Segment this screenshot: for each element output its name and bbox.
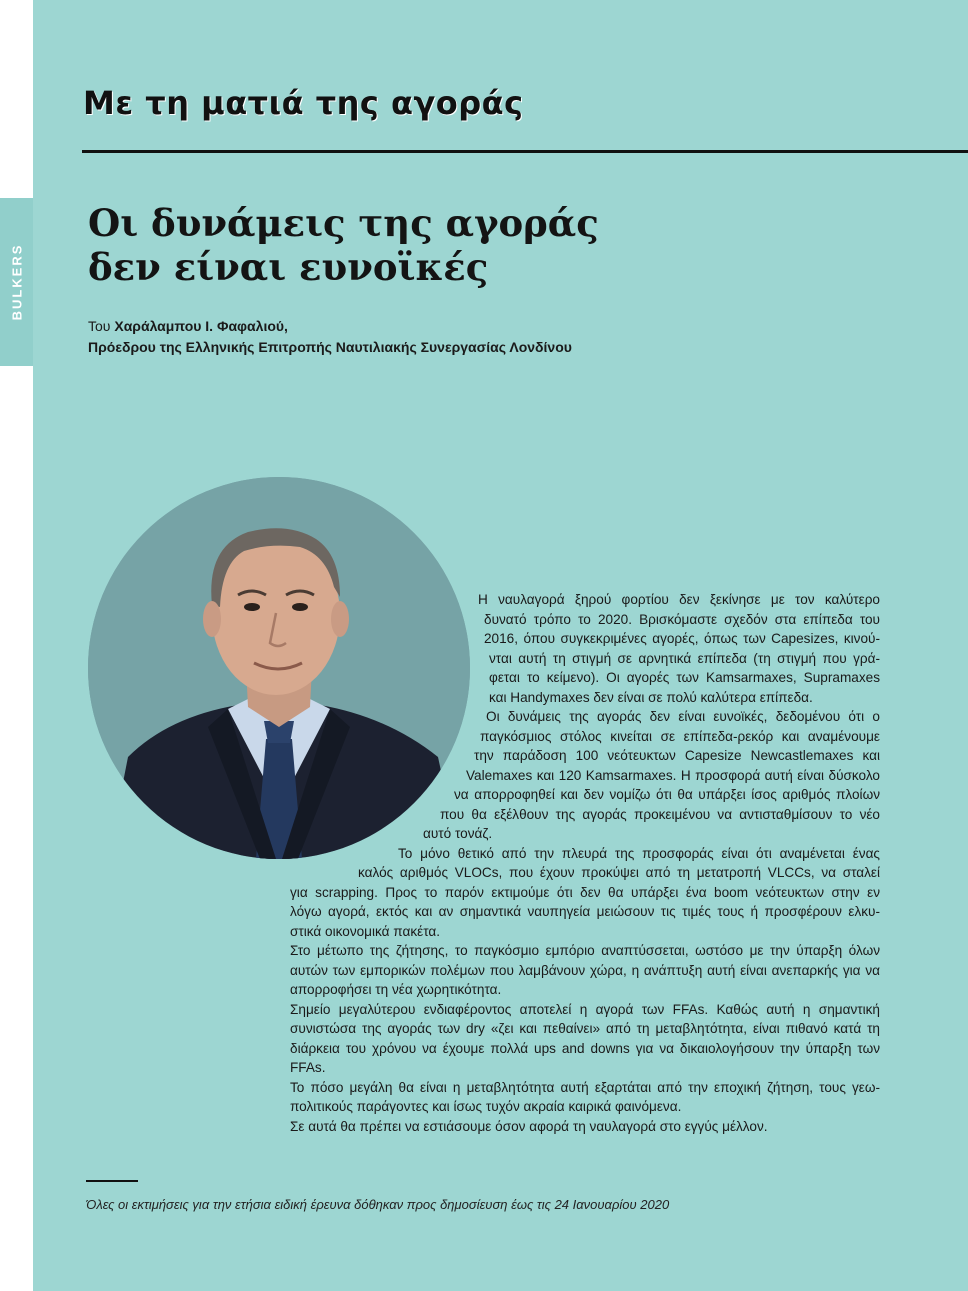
- body-line: λόγω αγορά, εκτός και αν σημαντικά ναυπηγεία μειώσουν τις τιμές τους ή προσφέρουν ελκυ-: [290, 904, 880, 919]
- body-line: Η ναυλαγορά ξηρού φορτίου δεν ξεκίνησε με τον καλύτερο: [478, 592, 880, 607]
- body-line: 2016, όπου συγκεκριμένες αγορές, όπως των Capesizes, κινού-: [484, 631, 880, 646]
- body-line: δυνατό τρόπο το 2020. Βρισκόμαστε σχεδόν στα επίπεδα του: [484, 611, 880, 627]
- byline-prefix: Του: [88, 318, 115, 334]
- body-line: Σημείο μεγαλύτερου ενδιαφέροντος αποτελεί η αγορά των FFAs. Καθώς αυτή η σημαντική: [290, 1001, 880, 1017]
- body-line: Valemaxes και 120 Kamsarmaxes. Η προσφορά αυτή είναι δύσκολο: [466, 767, 880, 783]
- author-name: Χαράλαμπου Ι. Φαφαλιού,: [114, 318, 288, 334]
- body-line: παγκόσμιος στόλος κινείται σε επίπεδα-ρεκόρ και αναμένουμε: [480, 728, 880, 744]
- body-line: την παράδοση 100 νεότευκτων Capesize Newcastlemaxes και: [474, 748, 880, 763]
- body-line: Στο μέτωπο της ζήτησης, το παγκόσμιο εμπόριο αναπτύσσεται, ωστόσο με την ύπαρξη όλων: [290, 943, 880, 958]
- section-tab: [0, 198, 33, 366]
- body-line: Σε αυτά θα πρέπει να εστιάσουμε όσον αφορά τη ναυλαγορά στο εγγύς μέλλον.: [290, 1118, 768, 1134]
- body-line: Το μόνο θετικό από την πλευρά της προσφοράς είναι ότι αναμένεται ένας: [398, 845, 880, 861]
- body-line: συνιστώσα της αγοράς των dry «ζει και πεθαίνει» από τη μεταβλητότητα, είναι πιθανό κατά τη: [290, 1021, 880, 1036]
- body-line: και Handymaxes δεν είναι σε πολύ καλύτερα επίπεδα.: [489, 689, 813, 705]
- author-role: Πρόεδρου της Ελληνικής Επιτροπής Ναυτιλιακής Συνεργασίας Λονδίνου: [88, 339, 572, 355]
- byline-author: [88, 318, 288, 334]
- body-line: απορροφήσει τη νέα χωρητικότητα.: [290, 982, 502, 997]
- body-line: νται αυτή τη στιγμή σε αρνητικά επίπεδα (τη στιγμή που γρά-: [489, 650, 880, 666]
- footnote: Όλες οι εκτιμήσεις για την ετήσια ειδική έρευνα δόθηκαν προς δημοσίευση έως τις 24 Ιανουαρίου 2020: [86, 1197, 670, 1212]
- body-line: για scrapping. Προς το παρόν εκτιμούμε ότι δεν θα υπάρξει ένα boom νεότευκτων στην εν: [290, 884, 880, 900]
- body-line: Οι δυνάμεις της αγοράς δεν είναι ευνοϊκές, δεδομένου ότι ο: [486, 709, 880, 724]
- body-line: FFAs.: [290, 1060, 326, 1075]
- body-line: φεται το κείμενο). Οι αγορές των Kamsarmaxes, Supramaxes: [489, 670, 880, 685]
- title-line: Οι δυνάμεις της αγοράς: [88, 201, 599, 245]
- body-line: αυτών των εμπορικών πολέμων που λαμβάνουν χώρα, η ανάπτυξη αυτή είναι ανεπαρκής για να: [290, 962, 880, 978]
- body-line: καλός αριθμός VLOCs, που έχουν προκύψει από τη μετατροπή VLCCs, να σταλεί: [358, 865, 880, 880]
- title-line: δεν είναι ευνοϊκές: [88, 245, 489, 289]
- heading-divider: [82, 150, 968, 153]
- body-line: να απορροφηθεί και δεν νομίζω ότι θα υπάρξει ίσος αριθμός πλοίων: [454, 787, 880, 802]
- body-line: αυτό τονάζ.: [423, 826, 493, 841]
- body-line: στικά οικονομικά πακέτα.: [290, 923, 441, 939]
- body-line: πολιτικούς παράγοντες και ίσως τυχόν ακραία καιρικά φαινόμενα.: [290, 1099, 682, 1114]
- body-line: που θα εξέλθουν της αγοράς προκειμένου να αντισταθμίσουν το νέο: [440, 806, 880, 822]
- column-heading: Με τη ματιά της αγοράς: [83, 84, 524, 122]
- body-line: Το πόσο μεγάλη θα είναι η μεταβλητότητα αυτή εξαρτάται από την εποχική ζήτηση, τους γεω-: [290, 1079, 880, 1095]
- body-line: διάρκεια του χρόνου να έχουμε πολλά ups and downs για να δικαιολογήσουν την ύπαρξη των: [290, 1040, 880, 1056]
- section-tab-label: BULKERS: [9, 243, 24, 321]
- article-title: [88, 201, 708, 289]
- footnote-divider: [86, 1180, 138, 1182]
- article-body: [0, 590, 968, 1136]
